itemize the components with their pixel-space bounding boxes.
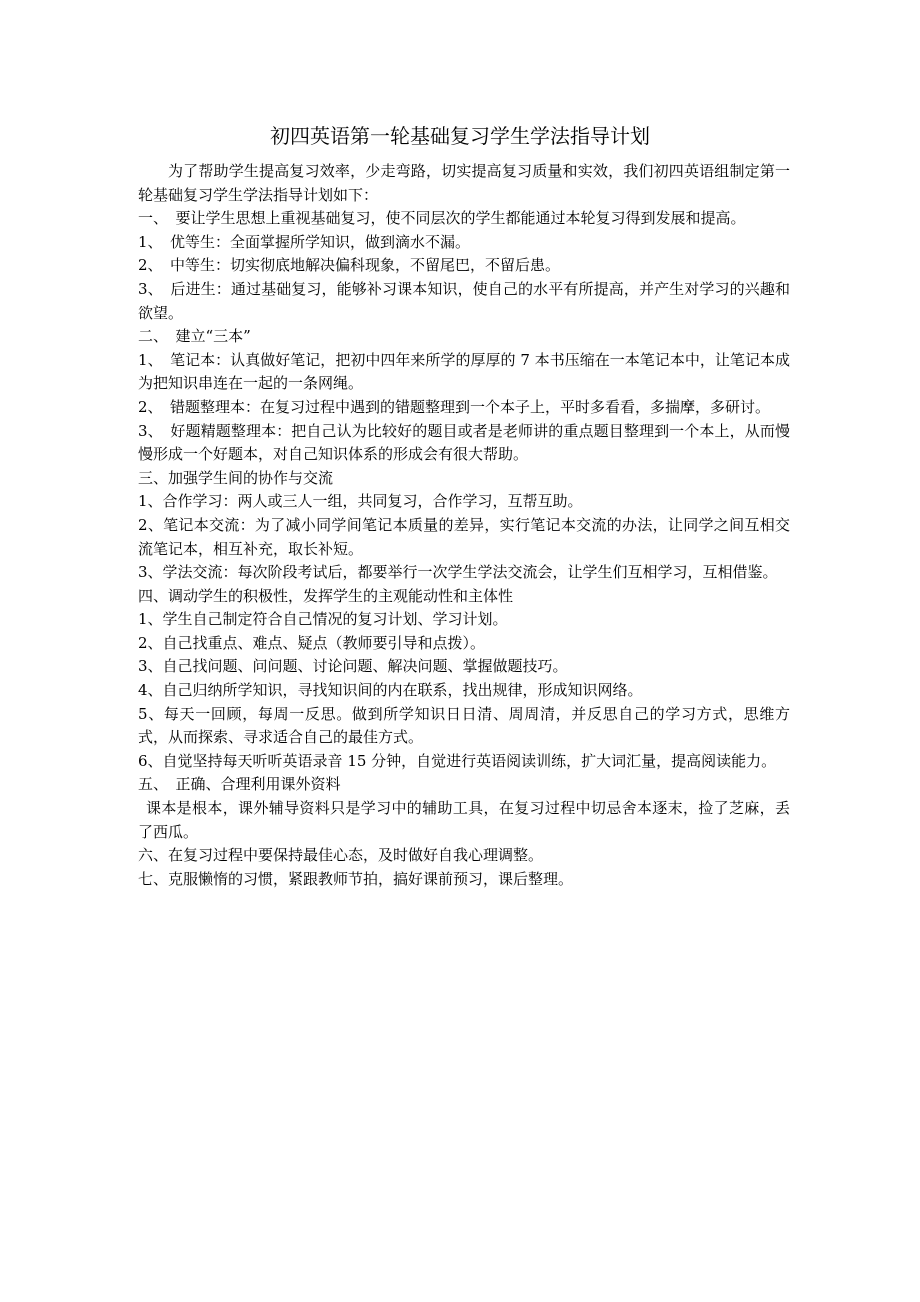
list-item: 3、 好题精题整理本：把自己认为比较好的题目或者是老师讲的重点题目整理到一个本上，从而慢慢形成一个好题本，对自己知识体系的形成会有很大帮助。 bbox=[138, 421, 790, 464]
list-item: 3、自己找问题、问问题、讨论问题、解决问题、掌握做题技巧。 bbox=[138, 657, 568, 676]
intro-paragraph: 为了帮助学生提高复习效率，少走弯路，切实提高复习质量和实效，我们初四英语组制定第一轮基础复习学生学法指导计划如下： bbox=[138, 162, 790, 204]
list-item: 2、 错题整理本：在复习过程中遇到的错题整理到一个本子上，平时多看看，多揣摩，多研讨。 bbox=[138, 397, 771, 416]
list-item: 1、 笔记本：认真做好笔记，把初中四年来所学的厚厚的 7 本书压缩在一本笔记本中，让笔记本成为把知识串连在一起的一条网绳。 bbox=[138, 350, 790, 393]
list-item: 1、学生自己制定符合自己情况的复习计划、学习计划。 bbox=[138, 610, 508, 629]
list-item: 5、每天一回顾，每周一反思。做到所学知识日日清、周周清，并反思自己的学习方式，思维方式，从而探索、寻求适合自己的最佳方式。 bbox=[138, 704, 790, 747]
list-item: 2、笔记本交流：为了减小同学间笔记本质量的差异，实行笔记本交流的办法，让同学之间互相交流笔记本，相互补充，取长补短。 bbox=[138, 515, 790, 558]
section-four-heading: 四、调动学生的积极性，发挥学生的主观能动性和主体性 bbox=[138, 586, 514, 605]
list-item: 6、自觉坚持每天听听英语录音 15 分钟，自觉进行英语阅读训练，扩大词汇量，提高阅读能力。 bbox=[138, 751, 777, 770]
document-title: 初四英语第一轮基础复习学生学法指导计划 bbox=[270, 124, 650, 148]
section-five-heading: 五、 正确、合理利用课外资料 bbox=[138, 775, 341, 794]
list-item: 2、 中等生：切实彻底地解决偏科现象，不留尾巴，不留后患。 bbox=[138, 256, 561, 275]
list-item: 3、 后进生：通过基础复习，能够补习课本知识，使自己的水平有所提高，并产生对学习的兴趣和欲望。 bbox=[138, 279, 790, 322]
section-three-heading: 三、加强学生间的协作与交流 bbox=[138, 468, 334, 487]
document-body bbox=[138, 160, 790, 891]
list-item: 1、 优等生：全面掌握所学知识，做到滴水不漏。 bbox=[138, 232, 471, 251]
section-seven-heading: 七、克服懒惰的习惯，紧跟教师节拍，搞好课前预习，课后整理。 bbox=[138, 869, 574, 888]
section-two-heading: 二、 建立“三本” bbox=[138, 327, 251, 346]
list-item: 2、自己找重点、难点、疑点（教师要引导和点拨）。 bbox=[138, 633, 486, 652]
section-five-paragraph: 课本是根本，课外辅导资料只是学习中的辅助工具，在复习过程中切忌舍本逐末，捡了芝麻，丢了西瓜。 bbox=[138, 799, 790, 841]
section-one-heading: 一、 要让学生思想上重视基础复习，使不同层次的学生都能通过本轮复习得到发展和提高。 bbox=[138, 209, 746, 228]
list-item: 3、学法交流：每次阶段考试后，都要举行一次学生学法交流会，让学生们互相学习，互相借鉴。 bbox=[138, 563, 778, 582]
section-six-heading: 六、在复习过程中要保持最佳心态，及时做好自我心理调整。 bbox=[138, 846, 544, 865]
list-item: 4、自己归纳所学知识，寻找知识间的内在联系，找出规律，形成知识网络。 bbox=[138, 681, 643, 700]
list-item: 1、合作学习：两人或三人一组，共同复习，合作学习，互帮互助。 bbox=[138, 492, 583, 511]
